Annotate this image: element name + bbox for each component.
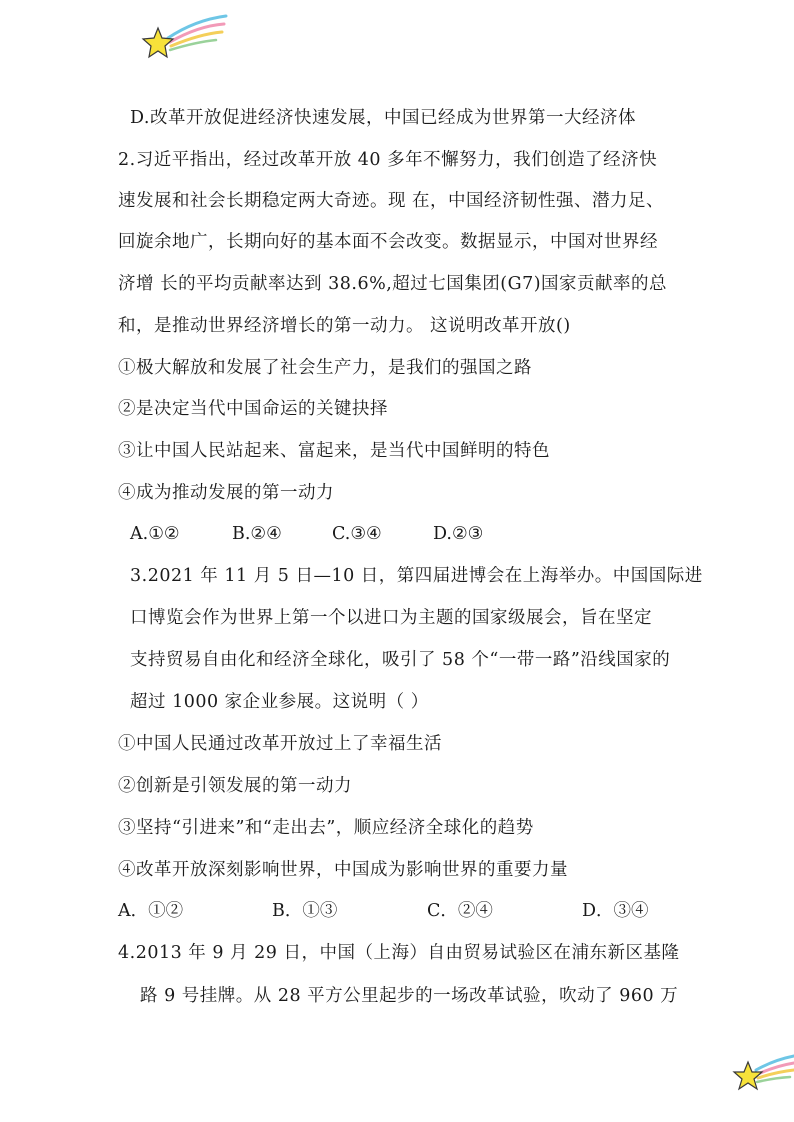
q2-statement: ①极大解放和发展了社会生产力，是我们的强国之路 [118,358,532,378]
q2-choice-d: D.②③ [433,524,484,544]
q2-stem-line: 2.习近平指出，经过改革开放 40 多年不懈努力，我们创造了经济快 [118,150,658,170]
q2-statement: ②是决定当代中国命运的关键抉择 [118,399,388,419]
q3-choice-b: B．①③ [272,901,338,921]
q2-stem-line: 济增 长的平均贡献率达到 38.6%,超过七国集团(G7)国家贡献率的总 [118,274,668,294]
q2-statement: ③让中国人民站起来、富起来，是当代中国鲜明的特色 [118,441,550,461]
q2-choice-c: C.③④ [332,524,382,544]
shooting-star-icon-bottom [730,1030,794,1100]
q3-stem-line: 口博览会作为世界上第一个以进口为主题的国家级展会，旨在坚定 [130,608,652,628]
q4-stem-line: 4.2013 年 9 月 29 日，中国（上海）自由贸易试验区在浦东新区基隆 [118,943,680,963]
q3-stem-line: 超过 1000 家企业参展。这说明（ ） [130,692,429,712]
q2-choice-a: A.①② [130,524,180,544]
q3-choice-d: D．③④ [582,901,649,921]
q4-stem-line: 路 9 号挂牌。从 28 平方公里起步的一场改革试验，吹动了 960 万 [140,986,679,1006]
q2-stem-line: 和，是推动世界经济增长的第一动力。 这说明改革开放() [118,316,571,336]
q3-statement: ②创新是引领发展的第一动力 [118,776,352,796]
q3-choice-c: C．②④ [427,901,493,921]
q2-stem-line: 回旋余地广，长期向好的基本面不会改变。数据显示，中国对世界经 [118,232,658,252]
shooting-star-icon [140,12,230,62]
q3-stem-line: 3.2021 年 11 月 5 日—10 日，第四届进博会在上海举办。中国国际进 [130,566,703,586]
q2-choice-b: B.②④ [232,524,282,544]
q3-statement: ④改革开放深刻影响世界，中国成为影响世界的重要力量 [118,860,568,880]
q2-stem-line: 速发展和社会长期稳定两大奇迹。现 在，中国经济韧性强、潜力足、 [118,191,665,211]
q3-choice-a: A．①② [118,901,184,921]
q3-statement: ③坚持“引进来”和“走出去”，顺应经济全球化的趋势 [118,818,534,838]
q2-statement: ④成为推动发展的第一动力 [118,483,334,503]
q3-stem-line: 支持贸易自由化和经济全球化，吸引了 58 个“一带一路”沿线国家的 [130,650,671,670]
q3-statement: ①中国人民通过改革开放过上了幸福生活 [118,734,442,754]
q1-option-d: D.改革开放促进经济快速发展，中国已经成为世界第一大经济体 [130,108,636,128]
